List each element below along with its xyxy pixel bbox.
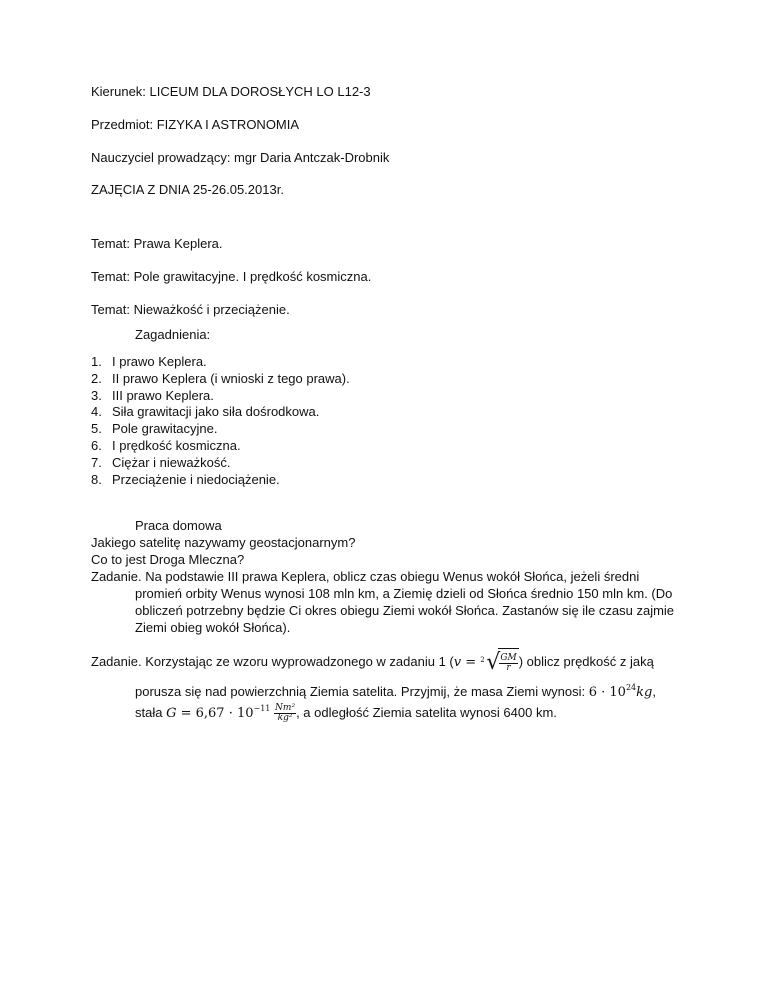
zagadnienia-list [91,354,350,488]
list-item: 5. Pole grawitacyjne. [91,421,218,437]
homework-question-2: Co to jest Droga Mleczna? [91,552,245,567]
list-item: 6. I prędkość kosmiczna. [91,437,241,453]
task-2-text-e: , a odległość Ziemia satelita wynosi 6400 km. [296,705,557,720]
przedmiot-line: Przedmiot: FIZYKA I ASTRONOMIA [91,117,300,132]
list-item: 8. Przeciążenie i niedociążenie. [91,471,280,487]
homework-question-1: Jakiego satelitę nazywamy geostacjonarnym? [91,535,356,550]
root-index: 2 [480,656,485,665]
square-root [482,648,518,677]
velocity-symbol: v [453,655,462,670]
task-2-text-c: porusza się nad powierzchnią Ziemia satelita. Przyjmij, że masa Ziemi wynosi: [135,684,589,699]
gravity-constant-value: = 6,67 · 10 [176,706,254,721]
task-2-line-3 [135,700,557,726]
list-item: 7. Ciężar i nieważkość. [91,454,231,470]
topic-1: Temat: Prawa Keplera. [91,236,223,251]
list-item: 3. III prawo Keplera. [91,387,214,403]
earth-mass-exponent: 24 [625,683,637,692]
earth-mass-unit: kg [636,685,653,700]
task-2-text-d: stała [135,705,167,720]
task-2-text-a: Zadanie. Korzystając ze wzoru wyprowadzonego w zadaniu 1 ( [91,654,454,669]
gm-over-r-fraction: $\frac{GM}{r}$ [500,653,517,674]
equals-sign: = [461,655,481,670]
topic-2: Temat: Pole grawitacyjne. I prędkość kosmiczna. [91,269,372,284]
zajecia-date-line: ZAJĘCIA Z DNIA 25-26.05.2013r. [91,182,284,197]
task-2-text-b: ) oblicz prędkość z jaką [518,654,654,669]
radical-sign-icon: √ [486,649,501,675]
nauczyciel-line: Nauczyciel prowadzący: mgr Daria Antczak-Drobnik [91,150,390,165]
task-2-line-2: porusza się nad powierzchnią Ziemia satelita. Przyjmij, że masa Ziemi wynosi: $6 \cdot 10^{24}kg$, [135,683,656,700]
gravity-constant-symbol: G [166,706,177,721]
list-item: 1. I prawo Keplera. [91,354,207,369]
task-1-line-4: Ziemi obieg wokół Słońca). [135,620,291,635]
homework-title: Praca domowa [135,518,222,533]
earth-mass-value: 6 · 10 [588,685,626,700]
list-item: 4. Siła grawitacji jako siła dośrodkowa. [91,404,320,420]
kierunek-line: Kierunek: LICEUM DLA DOROSŁYCH LO L12-3 [91,84,371,99]
task-1-line-1: Zadanie. Na podstawie III prawa Keplera, oblicz czas obiegu Wenus wokół Słońca, jeżeli średni [91,569,640,584]
zagadnienia-title: Zagadnienia: [135,327,211,342]
list-item: 2. II prawo Keplera (i wnioski z tego prawa). [91,370,350,386]
task-1-line-3: obliczeń potrzebny będzie Ci okres obiegu Ziemi wokół Słońca. Zastanów się ile czasu zajmie [135,603,675,618]
topic-3: Temat: Nieważkość i przeciążenie. [91,302,290,317]
gravity-unit-fraction: $\frac{\text{Nm²}}{\text{kg²}}$ [275,703,296,724]
task-2-line-1 [91,648,654,676]
gravity-constant-exponent: −11 [253,704,271,713]
task-1-line-2: promień orbity Wenus wynosi 108 mln km, a Ziemię dzieli od Słońca średnio 150 mln km. (Do [135,586,673,601]
